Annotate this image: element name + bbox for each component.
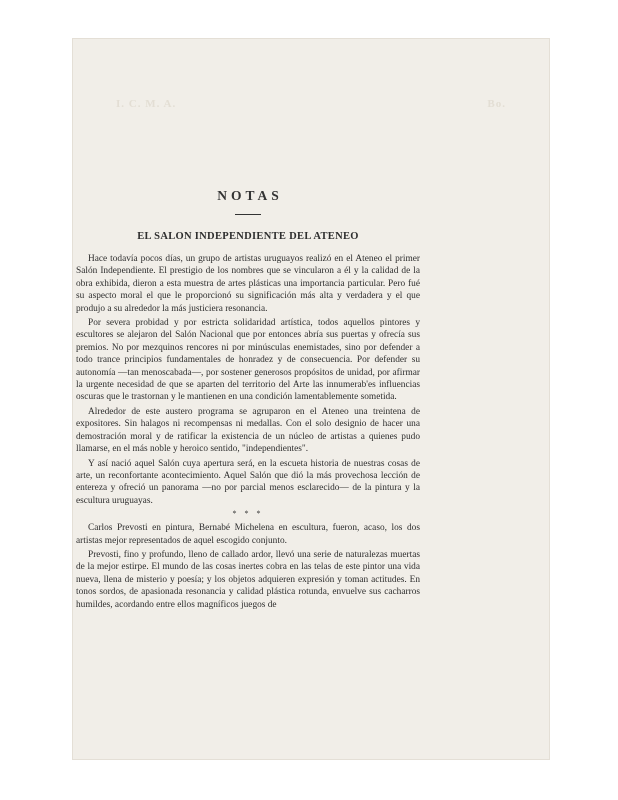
faded-header-right: Bo.: [487, 98, 506, 110]
paragraph: Alrededor de este austero programa se agruparon en el Ateneo una treintena de expositores. Sin halagos ni recompensas ni medallas. Con el solo designio de hacer una demostración moral y de ratificar la existencia de un núcleo de artistas a quienes pudo llamarse, en el más noble y heroico sentido, "independientes".: [76, 406, 420, 455]
paragraph: Carlos Prevosti en pintura, Bernabé Michelena en escultura, fueron, acaso, los dos artistas mejor representados de aquel escogido conjunto.: [76, 523, 420, 546]
article-title: EL SALON INDEPENDIENTE DEL ATENEO: [137, 231, 359, 242]
section-separator: * * *: [232, 509, 264, 519]
article-content: [76, 188, 420, 613]
section-title: NOTAS: [217, 188, 283, 203]
paragraph: Prevosti, fino y profundo, lleno de callado ardor, llevó una serie de naturalezas muertas de la mejor estirpe. El mundo de las cosas inertes cobra en las telas de este pintor una vida nueva, llena de misterio y poesía; y los objetos adquieren expresión y toman actitudes. En tonos sordos, de apasionada resonancia y calidad plástica rotunda, envuelve sus cacharros humildes, acordando entre ellos magníficos juegos de: [76, 549, 420, 610]
paragraph: Y así nació aquel Salón cuya apertura será, en la escueta historia de nuestras cosas de arte, un reconfortante acontecimiento. Aquel Salón que dió la más provechosa lección de entereza y ofreció un panorama —no por parcial menos esclarecido— de la pintura y la escultura uruguayas.: [76, 458, 420, 506]
heading-rule: [235, 214, 261, 215]
paragraph: Hace todavía pocos días, un grupo de artistas uruguayos realizó en el Ateneo el primer Salón Independiente. El prestigio de los nombres que se vincularon a él y la calidad de la obra exhibida, dieron a esta muestra de artes plásticas una importancia particular. Pero fué su aspecto moral el que le proporcionó su significación más alta y verdadera y el que produjo a su alrededor la más justiciera resonancia.: [76, 254, 420, 314]
faded-header-left: I. C. M. A.: [116, 98, 177, 110]
paragraph: Por severa probidad y por estricta solidaridad artística, todos aquellos pintores y escultores se alejaron del Salón Nacional que por entonces abría sus puertas y ofrecía sus premios. No por mezquinos rencores ni por minúsculas enemistades, sino por defender a todo trance principios fundamentales de honradez y de consecuencia. Por defender su autonomía —tan menoscabada—, por sostener generosos propósitos de unidad, por afirmar la urgente necesidad de que se aparten del territorio del Arte las innumerab'es influencias oscuras que le trastornan y le mantienen en una condición lamentablemente sometida.: [76, 318, 420, 403]
